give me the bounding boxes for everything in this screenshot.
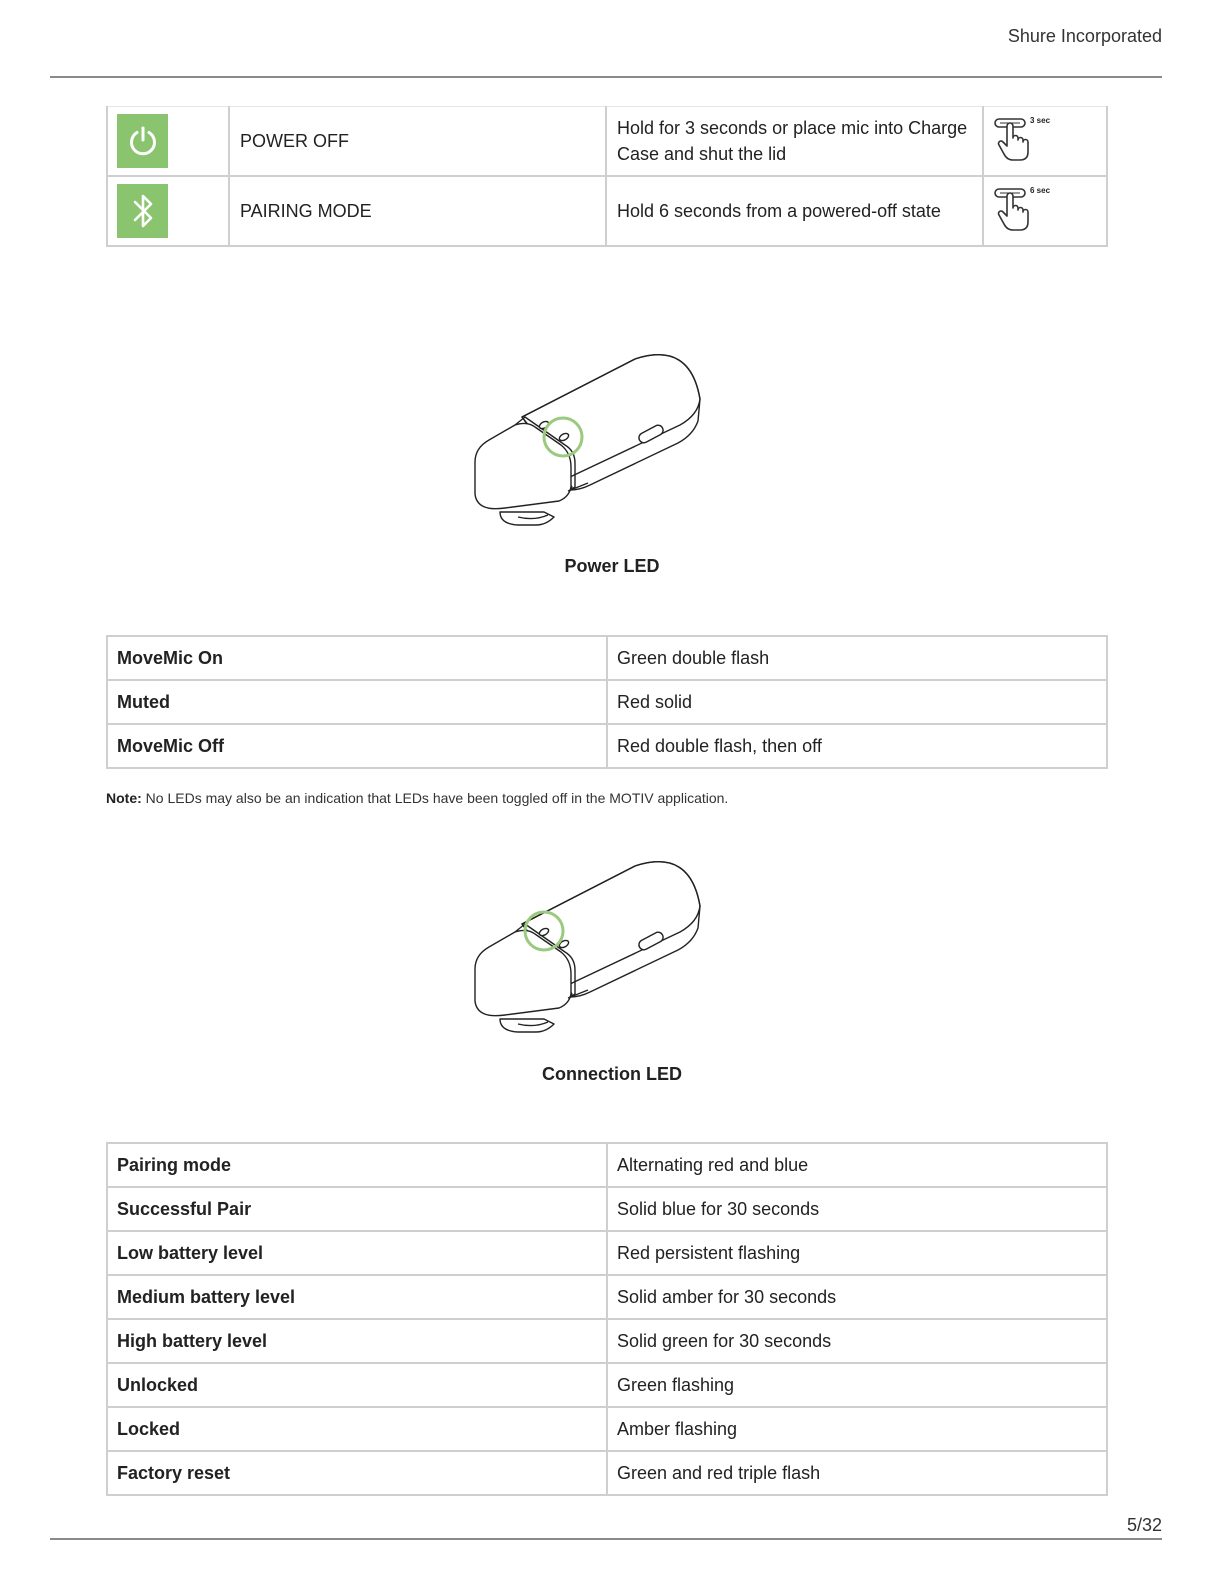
table-row <box>107 680 1107 724</box>
table-row <box>107 1275 1107 1319</box>
action-description: Hold for 3 seconds or place mic into Charge Case and shut the lid <box>606 107 983 177</box>
led-state: MoveMic Off <box>107 724 607 768</box>
led-indication: Solid green for 30 seconds <box>607 1319 1107 1363</box>
table-row <box>107 724 1107 768</box>
action-label: PAIRING MODE <box>229 176 606 246</box>
table-row <box>107 1451 1107 1495</box>
led-state: Factory reset <box>107 1451 607 1495</box>
led-indication: Red solid <box>607 680 1107 724</box>
led-state: Low battery level <box>107 1231 607 1275</box>
led-state: Pairing mode <box>107 1143 607 1187</box>
button-function-table <box>106 106 1108 247</box>
power-led-illustration <box>460 345 710 535</box>
connection-led-table <box>106 1142 1108 1496</box>
led-state: High battery level <box>107 1319 607 1363</box>
led-indication: Amber flashing <box>607 1407 1107 1451</box>
led-state: MoveMic On <box>107 636 607 680</box>
power-icon <box>117 114 168 168</box>
table-row <box>107 1319 1107 1363</box>
table-row <box>107 176 1107 246</box>
led-indication: Green and red triple flash <box>607 1451 1107 1495</box>
note <box>106 790 728 806</box>
table-row <box>107 1407 1107 1451</box>
led-indication: Alternating red and blue <box>607 1143 1107 1187</box>
press-hold-icon <box>992 114 1072 164</box>
note-text: No LEDs may also be an indication that LEDs have been toggled off in the MOTIV application. <box>145 790 729 806</box>
table-row <box>107 1363 1107 1407</box>
footer-rule <box>50 1538 1162 1540</box>
page-number: 5/32 <box>1126 1515 1162 1535</box>
led-indication: Green double flash <box>607 636 1107 680</box>
led-indication: Solid blue for 30 seconds <box>607 1187 1107 1231</box>
press-hold-icon <box>992 184 1072 234</box>
led-state: Muted <box>107 680 607 724</box>
company-name: Shure Incorporated <box>1007 26 1162 46</box>
action-description: Hold 6 seconds from a powered-off state <box>606 176 983 246</box>
led-indication: Red double flash, then off <box>607 724 1107 768</box>
table-row <box>107 636 1107 680</box>
table-row <box>107 1143 1107 1187</box>
led-indication: Solid amber for 30 seconds <box>607 1275 1107 1319</box>
table-row <box>107 1231 1107 1275</box>
note-label: Note: <box>106 790 142 806</box>
action-label: POWER OFF <box>229 107 606 177</box>
led-state: Successful Pair <box>107 1187 607 1231</box>
power-led-table <box>106 635 1108 769</box>
bluetooth-icon <box>117 184 168 238</box>
hold-duration-label: 3 sec <box>1030 115 1051 125</box>
led-state: Unlocked <box>107 1363 607 1407</box>
led-state: Locked <box>107 1407 607 1451</box>
led-state: Medium battery level <box>107 1275 607 1319</box>
hold-duration-label: 6 sec <box>1030 185 1051 195</box>
header-rule <box>50 76 1162 78</box>
led-indication: Red persistent flashing <box>607 1231 1107 1275</box>
led-indication: Green flashing <box>607 1363 1107 1407</box>
figure-caption: Connection LED <box>542 1064 682 1084</box>
table-row <box>107 1187 1107 1231</box>
table-row <box>107 107 1107 177</box>
figure-caption: Power LED <box>564 556 660 576</box>
connection-led-illustration <box>460 852 710 1042</box>
